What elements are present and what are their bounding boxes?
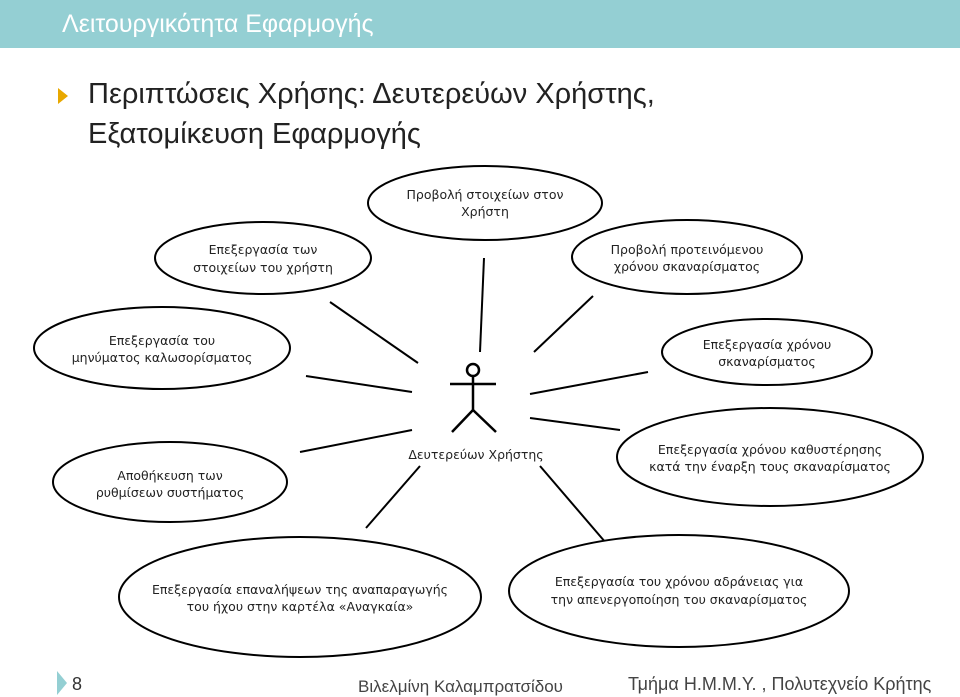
footer-department: Τμήμα Η.Μ.Μ.Υ. , Πολυτεχνείο Κρήτης bbox=[628, 674, 932, 694]
use-case-label: Αποθήκευση των bbox=[117, 468, 223, 483]
connector-line bbox=[300, 430, 412, 452]
use-case-ellipse bbox=[155, 222, 371, 294]
connector-line bbox=[330, 302, 418, 363]
use-case-label: μηνύματος καλωσορίσματος bbox=[71, 350, 253, 365]
use-case-label: Επεξεργασία του χρόνου αδράνειας για bbox=[554, 574, 804, 589]
use-case-ellipse bbox=[509, 535, 849, 647]
use-case-label: Επεξεργασία χρόνου bbox=[702, 337, 832, 352]
use-case-label: στοιχείων του χρήστη bbox=[193, 260, 333, 275]
use-case-label: Προβολή στοιχείων στον bbox=[406, 187, 564, 202]
use-case-ellipse bbox=[34, 307, 290, 389]
use-case-ellipse bbox=[662, 319, 872, 385]
bullet-line-1: Περιπτώσεις Χρήσης: Δευτερεύων Χρήστης, bbox=[88, 78, 655, 110]
connector-line bbox=[540, 466, 612, 550]
use-case-ellipse bbox=[617, 408, 923, 506]
connector-line bbox=[530, 418, 620, 430]
use-case-ellipse bbox=[572, 220, 802, 294]
use-case-label: Χρήστη bbox=[461, 204, 509, 219]
page-number: 8 bbox=[72, 674, 83, 694]
connector-line bbox=[480, 258, 484, 352]
slide-title: Λειτουργικότητα Εφαρμογής bbox=[62, 10, 374, 38]
use-case-label: Επεξεργασία του bbox=[108, 333, 216, 348]
use-case-label: κατά την έναρξη τους σκαναρίσματος bbox=[649, 459, 891, 474]
use-case-label: σκαναρίσματος bbox=[718, 354, 816, 369]
connector-line bbox=[366, 466, 420, 528]
actor-stick-figure-icon bbox=[450, 364, 496, 432]
use-case-label: Επεξεργασία επαναλήψεων της αναπαραγωγής bbox=[151, 582, 449, 597]
connector-line bbox=[306, 376, 412, 392]
actor-label: Δευτερεύων Χρήστης bbox=[408, 447, 544, 462]
use-case-label: ρυθμίσεων συστήματος bbox=[95, 485, 245, 500]
bullet-line-2: Εξατομίκευση Εφαρμογής bbox=[88, 118, 421, 150]
use-case-label: του ήχου στην καρτέλα «Αναγκαία» bbox=[186, 599, 414, 614]
connector-line bbox=[530, 372, 648, 394]
connector-line bbox=[534, 296, 593, 352]
footer-marker-icon bbox=[57, 671, 67, 695]
footer-author: Βιλελμίνη Καλαμπρατσίδου bbox=[358, 677, 563, 696]
use-case-label: Προβολή προτεινόμενου bbox=[610, 242, 764, 257]
use-case-label: Επεξεργασία των bbox=[208, 242, 318, 257]
use-case-label: χρόνου σκαναρίσματος bbox=[613, 259, 761, 274]
use-case-label: την απενεργοποίηση του σκαναρίσματος bbox=[550, 592, 808, 607]
use-case-label: Επεξεργασία χρόνου καθυστέρησης bbox=[657, 442, 883, 457]
use-case-ellipse bbox=[119, 537, 481, 657]
use-case-ellipse bbox=[368, 166, 602, 240]
